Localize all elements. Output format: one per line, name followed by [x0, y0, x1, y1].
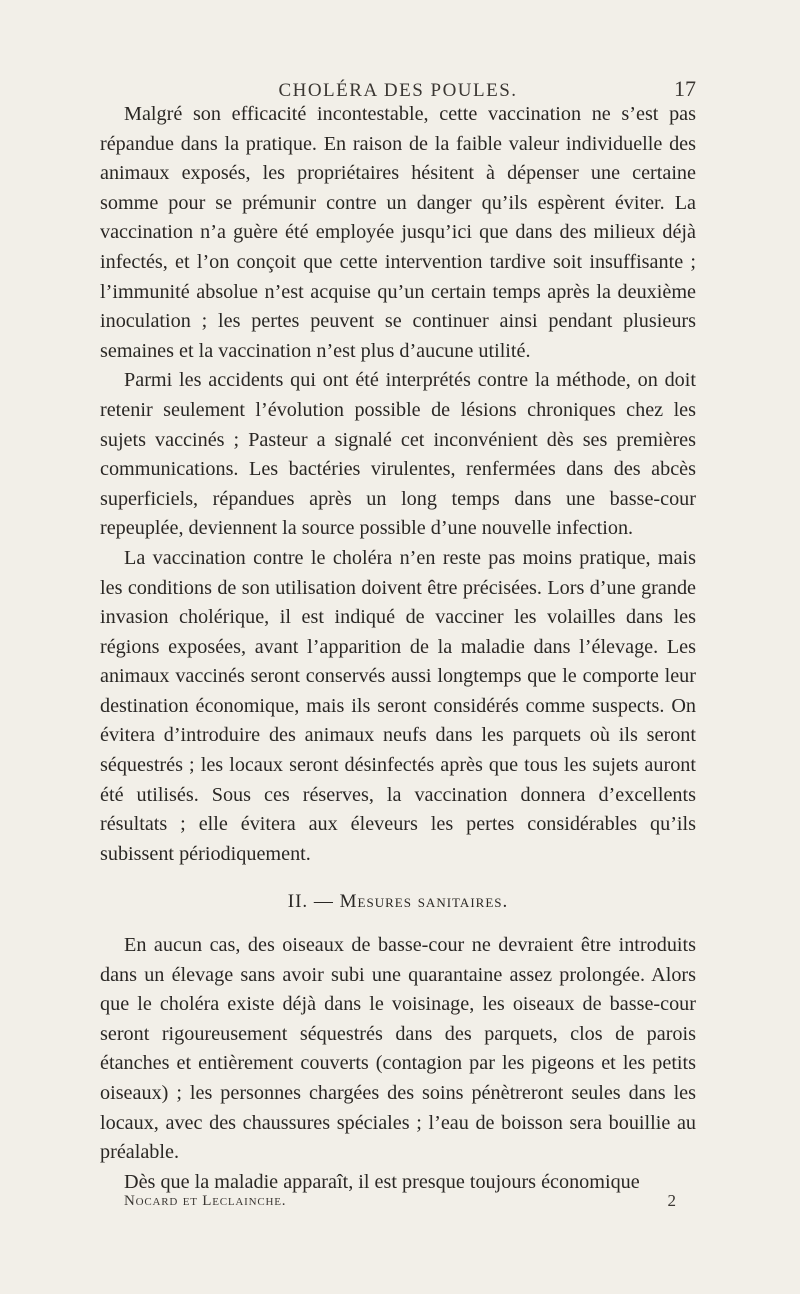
signature-mark: 2 — [667, 1191, 676, 1210]
section-number: II. — — [287, 891, 334, 913]
section-title: Mesures sanitaires. — [339, 891, 509, 913]
section-heading — [100, 887, 696, 917]
paragraph-4: En aucun cas, des oiseaux de basse-cour ne devraient être introduits dans un élevage sans avoir subi une quarantaine assez prolongée. Alors que le choléra existe déjà dans le voisinage, les oiseaux de basse-cour seront rigoureusement séquestrés dans des parquets, clos de parois étanches et entièrement couverts (contagion par les pigeons et les petits oiseaux) ; les personnes chargées des soins pénètreront seules dans les locaux, avec des chaussures spéciales ; l’eau de boisson sera bouillie au préalable. — [100, 934, 696, 1164]
paragraph-2: Parmi les accidents qui ont été interprétés contre la méthode, on doit retenir seulement l’évolution possible de lésions chroniques chez les sujets vaccinés ; Pasteur a signalé cet inconvénient dès ses premières communications. Les bactéries virulentes, renfermées dans des abcès superficiels, répandues après un long temps dans une basse-cour repeuplée, deviennent la source possible d’une nouvelle infection. — [100, 369, 696, 540]
paragraph-1: Malgré son efficacité incontestable, cette vaccination ne s’est pas répandue dans la pratique. En raison de la faible valeur individuelle des animaux exposés, les propriétaires hésitent à dépenser une certaine somme pour se prémunir contre un danger qu’ils espèrent éviter. La vaccination n’a guère été employée jusqu’ici que dans des milieux déjà infectés, et l’on conçoit que cette intervention tardive soit insuffisante ; l’immunité absolue n’est acquise qu’un certain temps après la deuxième inoculation ; les pertes peuvent se continuer ainsi pendant plusieurs semaines et la vaccination n’est plus d’aucune utilité. — [100, 103, 696, 362]
running-title: CHOLÉRA DES POULES. — [278, 80, 518, 101]
body-text — [100, 100, 696, 1197]
signature: Nocard et Leclainche. — [124, 1193, 287, 1209]
signature-line — [124, 1193, 696, 1219]
paragraph-3: La vaccination contre le choléra n’en reste pas moins pratique, mais les conditions de son utilisation doivent être précisées. Lors d’une grande invasion cholérique, il est indiqué de vacciner les volailles dans les régions exposées, avant l’apparition de la maladie dans l’élevage. Les animaux vaccinés seront conservés aussi longtemps que le comporte leur destination économique, mais ils seront considérés comme suspects. On évitera d’introduire des animaux neufs dans les parquets où ils seront séquestrés ; les locaux seront désinfectés après que tous les sujets auront été utilisés. Sous ces réserves, la vaccination donnera d’excellents résultats ; elle évitera aux éleveurs les pertes considérables qu’ils subissent périodiquement. — [100, 546, 696, 865]
page-number: 17 — [674, 76, 696, 101]
paragraph-5: Dès que la maladie apparaît, il est presque toujours économique — [124, 1170, 640, 1193]
